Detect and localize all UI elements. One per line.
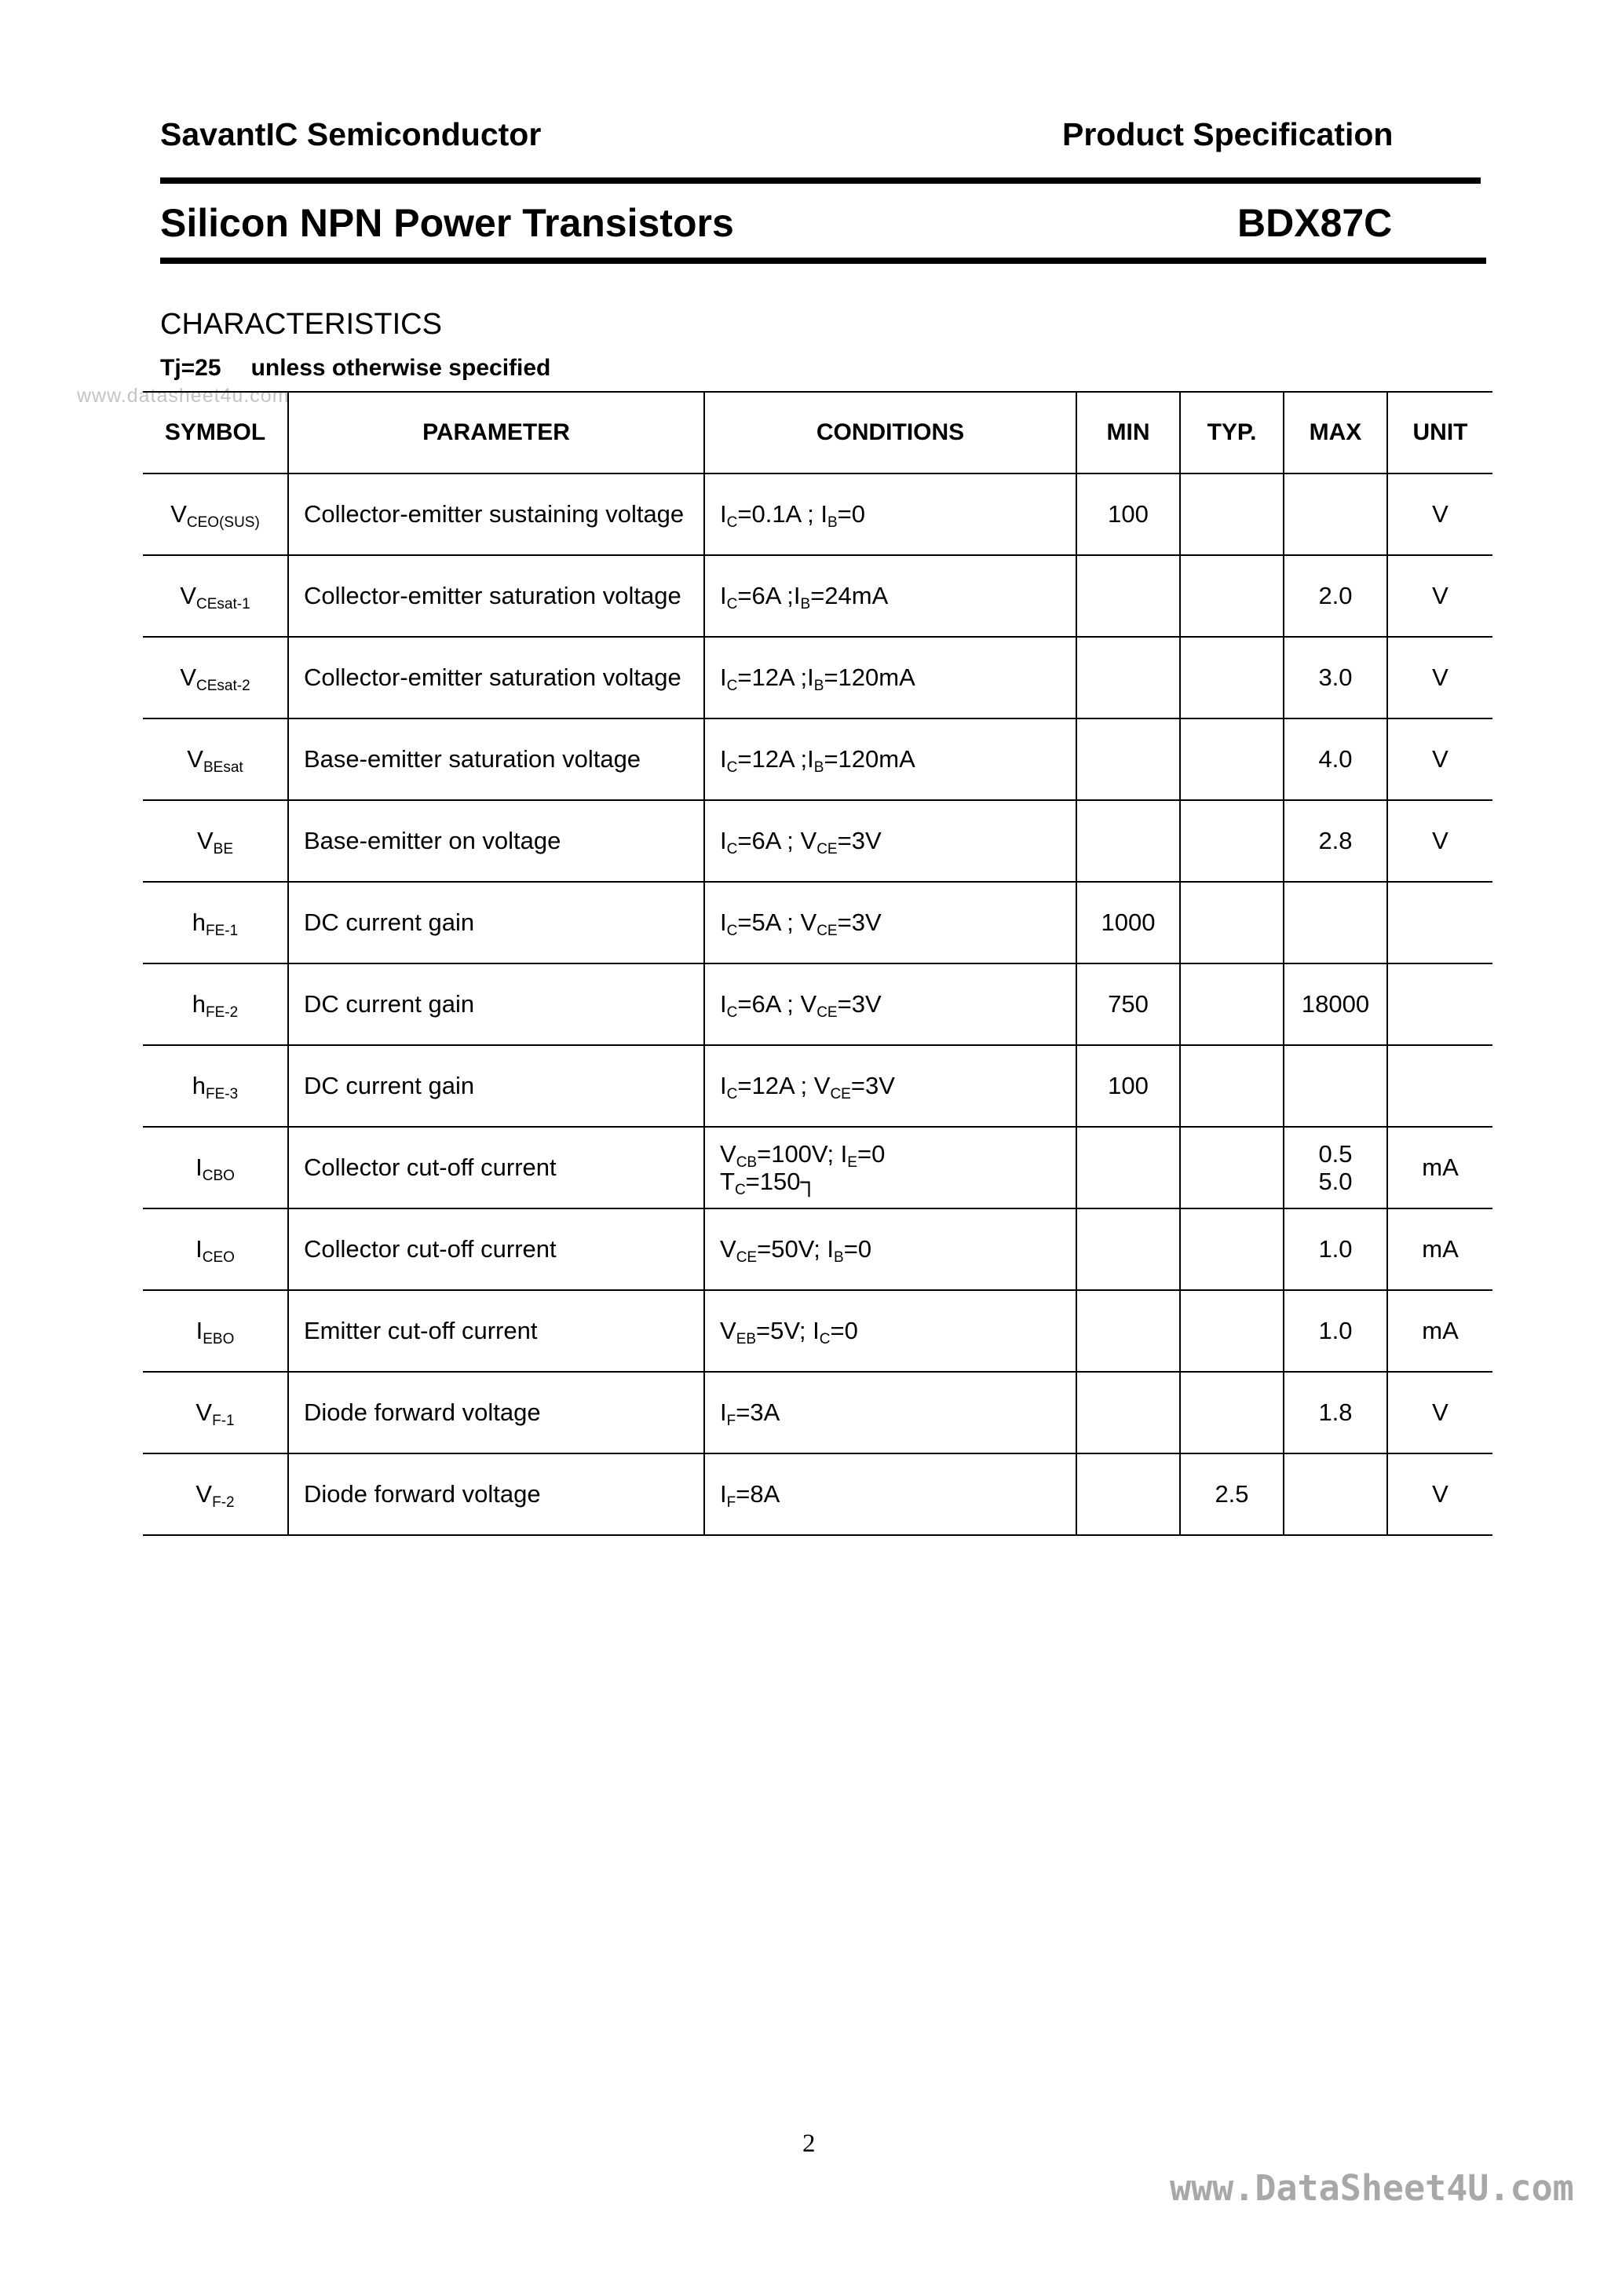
symbol-cell xyxy=(143,882,288,963)
symbol-main: h xyxy=(192,909,206,936)
parameter-cell: Collector-emitter saturation voltage xyxy=(288,637,704,718)
typ-cell xyxy=(1180,1372,1284,1453)
condition-text: =0 xyxy=(837,500,866,528)
condition-subscript: F xyxy=(726,1494,736,1511)
condition-text: V xyxy=(720,1317,736,1344)
typ-cell xyxy=(1180,1208,1284,1290)
header-unit: UNIT xyxy=(1387,392,1492,473)
condition-text: =6A ; V xyxy=(737,827,817,854)
condition-note: unless otherwise specified xyxy=(250,355,551,381)
unit-cell xyxy=(1387,963,1492,1045)
parameter-cell: Diode forward voltage xyxy=(288,1453,704,1535)
min-cell xyxy=(1076,1290,1180,1372)
condition-subscript: C xyxy=(726,678,738,694)
symbol-cell xyxy=(143,1208,288,1290)
max-cell: 1.0 xyxy=(1284,1208,1387,1290)
condition-text: V xyxy=(720,1235,736,1263)
condition-text: T xyxy=(720,1168,735,1195)
conditions-line-2 xyxy=(720,1168,1076,1198)
symbol-subscript: FE-1 xyxy=(206,923,239,939)
header-parameter: PARAMETER xyxy=(288,392,704,473)
symbol-cell xyxy=(143,718,288,800)
symbol-cell xyxy=(143,963,288,1045)
typ-cell xyxy=(1180,1045,1284,1127)
conditions-lines xyxy=(720,1140,1076,1198)
condition-text: =100V; I xyxy=(757,1140,848,1168)
typ-cell xyxy=(1180,882,1284,963)
symbol-subscript: BEsat xyxy=(203,759,243,776)
max-cell: 1.8 xyxy=(1284,1372,1387,1453)
condition-tj: Tj=25 xyxy=(160,355,221,381)
symbol-subscript: CEsat-1 xyxy=(196,596,250,612)
conditions-cell xyxy=(704,1045,1076,1127)
symbol-main: h xyxy=(192,1072,206,1099)
condition-text: I xyxy=(720,745,727,773)
table-row xyxy=(143,963,1492,1045)
table-row xyxy=(143,1208,1492,1290)
condition-subscript: C xyxy=(726,1004,738,1021)
condition-text: =3A xyxy=(736,1398,780,1426)
symbol-subscript: EBO xyxy=(203,1331,235,1347)
min-cell xyxy=(1076,718,1180,800)
max-cell: 18000 xyxy=(1284,963,1387,1045)
condition-text: =12A ;I xyxy=(737,664,814,691)
min-cell: 100 xyxy=(1076,1045,1180,1127)
unit-cell: mA xyxy=(1387,1127,1492,1208)
symbol-cell xyxy=(143,1045,288,1127)
company-name: SavantIC Semiconductor xyxy=(160,116,542,152)
condition-text: I xyxy=(720,664,727,691)
parameter-cell: Diode forward voltage xyxy=(288,1372,704,1453)
condition-text: =3V xyxy=(850,1072,895,1099)
table-row xyxy=(143,637,1492,718)
min-cell xyxy=(1076,1453,1180,1535)
test-condition xyxy=(160,355,550,382)
table-row xyxy=(143,555,1492,637)
symbol-main: I xyxy=(195,1235,203,1263)
table-row xyxy=(143,882,1492,963)
max-cell xyxy=(1284,1127,1387,1208)
table-row xyxy=(143,1290,1492,1372)
unit-cell: V xyxy=(1387,1453,1492,1535)
typ-cell xyxy=(1180,1127,1284,1208)
condition-text: V xyxy=(720,1140,736,1168)
symbol-subscript: FE-2 xyxy=(206,1004,239,1021)
parameter-cell: Collector cut-off current xyxy=(288,1208,704,1290)
parameter-cell: Collector cut-off current xyxy=(288,1127,704,1208)
min-cell: 750 xyxy=(1076,963,1180,1045)
max-lines xyxy=(1284,1140,1386,1195)
condition-subscript: C xyxy=(819,1331,831,1347)
max-cell xyxy=(1284,473,1387,555)
condition-subscript: EB xyxy=(736,1331,757,1347)
conditions-cell xyxy=(704,1290,1076,1372)
min-cell xyxy=(1076,637,1180,718)
condition-text: =8A xyxy=(736,1480,780,1508)
parameter-cell: Emitter cut-off current xyxy=(288,1290,704,1372)
condition-subscript: CE xyxy=(816,841,838,857)
conditions-cell xyxy=(704,637,1076,718)
symbol-cell xyxy=(143,1290,288,1372)
condition-text: =0 xyxy=(830,1317,858,1344)
condition-text: I xyxy=(720,1398,727,1426)
symbol-main: V xyxy=(195,1398,213,1426)
condition-text: =0 xyxy=(857,1140,886,1168)
max-cell: 1.0 xyxy=(1284,1290,1387,1372)
condition-text: =3V xyxy=(837,827,882,854)
unit-cell: V xyxy=(1387,555,1492,637)
unit-cell: mA xyxy=(1387,1208,1492,1290)
symbol-subscript: CEO(SUS) xyxy=(186,514,260,531)
max-cell: 3.0 xyxy=(1284,637,1387,718)
unit-cell xyxy=(1387,1045,1492,1127)
watermark-footer: www.DataSheet4U.com xyxy=(1170,2167,1574,2209)
max-cell: 2.0 xyxy=(1284,555,1387,637)
condition-text: =12A ; V xyxy=(737,1072,831,1099)
condition-text: I xyxy=(720,1480,727,1508)
max-cell xyxy=(1284,1045,1387,1127)
typ-cell xyxy=(1180,555,1284,637)
condition-subscript: B xyxy=(813,759,824,776)
min-cell xyxy=(1076,1372,1180,1453)
header-symbol: SYMBOL xyxy=(143,392,288,473)
condition-subscript: C xyxy=(726,759,738,776)
conditions-cell xyxy=(704,473,1076,555)
condition-subscript: CE xyxy=(816,923,838,939)
header-max: MAX xyxy=(1284,392,1387,473)
unit-cell: V xyxy=(1387,637,1492,718)
condition-text: =24mA xyxy=(810,582,889,609)
table-header-row xyxy=(143,392,1492,473)
condition-subscript: CE xyxy=(816,1004,838,1021)
symbol-subscript: CEO xyxy=(202,1249,235,1266)
table-row xyxy=(143,1127,1492,1208)
unit-cell: V xyxy=(1387,1372,1492,1453)
condition-text: =6A ; V xyxy=(737,990,817,1018)
parameter-cell: Base-emitter on voltage xyxy=(288,800,704,882)
conditions-cell xyxy=(704,1127,1076,1208)
min-cell xyxy=(1076,800,1180,882)
section-title: CHARACTERISTICS xyxy=(160,308,442,341)
typ-cell xyxy=(1180,718,1284,800)
symbol-main: V xyxy=(196,827,214,854)
conditions-cell xyxy=(704,1372,1076,1453)
symbol-subscript: CBO xyxy=(202,1168,235,1184)
condition-text: =50V; I xyxy=(757,1235,835,1263)
unit-cell: mA xyxy=(1387,1290,1492,1372)
parameter-cell: Collector-emitter saturation voltage xyxy=(288,555,704,637)
condition-subscript: B xyxy=(800,596,811,612)
symbol-main: V xyxy=(170,500,187,528)
table-row xyxy=(143,718,1492,800)
parameter-cell: Base-emitter saturation voltage xyxy=(288,718,704,800)
symbol-cell xyxy=(143,555,288,637)
header-typ: TYP. xyxy=(1180,392,1284,473)
parameter-cell: DC current gain xyxy=(288,882,704,963)
typ-cell xyxy=(1180,800,1284,882)
condition-text: =3V xyxy=(837,909,882,936)
typ-cell: 2.5 xyxy=(1180,1453,1284,1535)
condition-text: I xyxy=(720,909,727,936)
watermark-top: www.datasheet4u.com xyxy=(77,385,290,407)
condition-text: I xyxy=(720,990,727,1018)
parameter-cell: DC current gain xyxy=(288,1045,704,1127)
min-cell xyxy=(1076,1127,1180,1208)
condition-subscript: C xyxy=(726,923,738,939)
condition-text: =5V; I xyxy=(756,1317,820,1344)
symbol-cell xyxy=(143,637,288,718)
condition-text: =12A ;I xyxy=(737,745,814,773)
condition-text: I xyxy=(720,582,727,609)
min-cell: 100 xyxy=(1076,473,1180,555)
max-cell xyxy=(1284,1453,1387,1535)
symbol-cell xyxy=(143,1453,288,1535)
condition-subscript: C xyxy=(726,514,738,531)
page-number: 2 xyxy=(802,2130,816,2158)
unit-cell xyxy=(1387,882,1492,963)
symbol-subscript: BE xyxy=(213,841,234,857)
symbol-cell xyxy=(143,1372,288,1453)
table-row xyxy=(143,1045,1492,1127)
condition-subscript: B xyxy=(834,1249,844,1266)
condition-text: =120mA xyxy=(824,745,915,773)
header-rule-top xyxy=(160,177,1481,184)
characteristics-table xyxy=(143,391,1492,1536)
min-cell xyxy=(1076,1208,1180,1290)
condition-subscript: E xyxy=(847,1154,857,1171)
symbol-main: I xyxy=(195,1317,203,1344)
condition-subscript: F xyxy=(726,1413,736,1429)
max-value-1: 0.5 xyxy=(1318,1140,1353,1168)
conditions-cell xyxy=(704,963,1076,1045)
parameter-cell: DC current gain xyxy=(288,963,704,1045)
symbol-subscript: F-1 xyxy=(212,1413,235,1429)
symbol-cell xyxy=(143,800,288,882)
condition-text: I xyxy=(720,827,727,854)
symbol-main: V xyxy=(180,582,197,609)
typ-cell xyxy=(1180,963,1284,1045)
table-row xyxy=(143,473,1492,555)
symbol-main: I xyxy=(195,1153,203,1181)
conditions-line-1 xyxy=(720,1140,1076,1171)
condition-subscript: CE xyxy=(736,1249,758,1266)
symbol-cell xyxy=(143,473,288,555)
condition-text: I xyxy=(720,1072,727,1099)
max-cell: 2.8 xyxy=(1284,800,1387,882)
condition-text: =3V xyxy=(837,990,882,1018)
unit-cell: V xyxy=(1387,718,1492,800)
table-row xyxy=(143,800,1492,882)
condition-text: =6A ;I xyxy=(737,582,801,609)
table-row xyxy=(143,1453,1492,1535)
symbol-subscript: CEsat-2 xyxy=(196,678,250,694)
symbol-main: V xyxy=(195,1480,213,1508)
unit-cell: V xyxy=(1387,800,1492,882)
max-cell: 4.0 xyxy=(1284,718,1387,800)
typ-cell xyxy=(1180,473,1284,555)
symbol-cell xyxy=(143,1127,288,1208)
product-family: Silicon NPN Power Transistors xyxy=(160,201,734,245)
conditions-cell xyxy=(704,718,1076,800)
condition-subscript: CE xyxy=(830,1086,851,1102)
typ-cell xyxy=(1180,637,1284,718)
symbol-main: V xyxy=(187,745,203,773)
condition-text: =0 xyxy=(843,1235,872,1263)
max-value-2: 5.0 xyxy=(1318,1168,1353,1195)
min-cell xyxy=(1076,555,1180,637)
condition-subscript: C xyxy=(726,596,738,612)
condition-text: =150┐ xyxy=(745,1168,818,1195)
condition-text: =0.1A ; I xyxy=(737,500,827,528)
conditions-cell xyxy=(704,800,1076,882)
unit-cell: V xyxy=(1387,473,1492,555)
condition-text: I xyxy=(720,500,727,528)
conditions-cell xyxy=(704,882,1076,963)
conditions-cell xyxy=(704,1453,1076,1535)
table-row xyxy=(143,1372,1492,1453)
part-number: BDX87C xyxy=(1237,201,1393,245)
conditions-cell xyxy=(704,555,1076,637)
symbol-subscript: F-2 xyxy=(212,1494,235,1511)
parameter-cell: Collector-emitter sustaining voltage xyxy=(288,473,704,555)
conditions-cell xyxy=(704,1208,1076,1290)
symbol-main: h xyxy=(192,990,206,1018)
header-min: MIN xyxy=(1076,392,1180,473)
condition-subscript: C xyxy=(726,841,738,857)
doc-type: Product Specification xyxy=(1062,116,1394,152)
min-cell: 1000 xyxy=(1076,882,1180,963)
condition-subscript: CB xyxy=(736,1154,758,1171)
condition-subscript: B xyxy=(813,678,824,694)
header-rule-bottom xyxy=(160,258,1486,264)
condition-subscript: C xyxy=(726,1086,738,1102)
max-cell xyxy=(1284,882,1387,963)
condition-subscript: B xyxy=(827,514,838,531)
condition-text: =120mA xyxy=(824,664,915,691)
typ-cell xyxy=(1180,1290,1284,1372)
symbol-subscript: FE-3 xyxy=(206,1086,239,1102)
symbol-main: V xyxy=(180,664,197,691)
condition-subscript: C xyxy=(734,1182,746,1198)
header-conditions: CONDITIONS xyxy=(704,392,1076,473)
condition-text: =5A ; V xyxy=(737,909,817,936)
